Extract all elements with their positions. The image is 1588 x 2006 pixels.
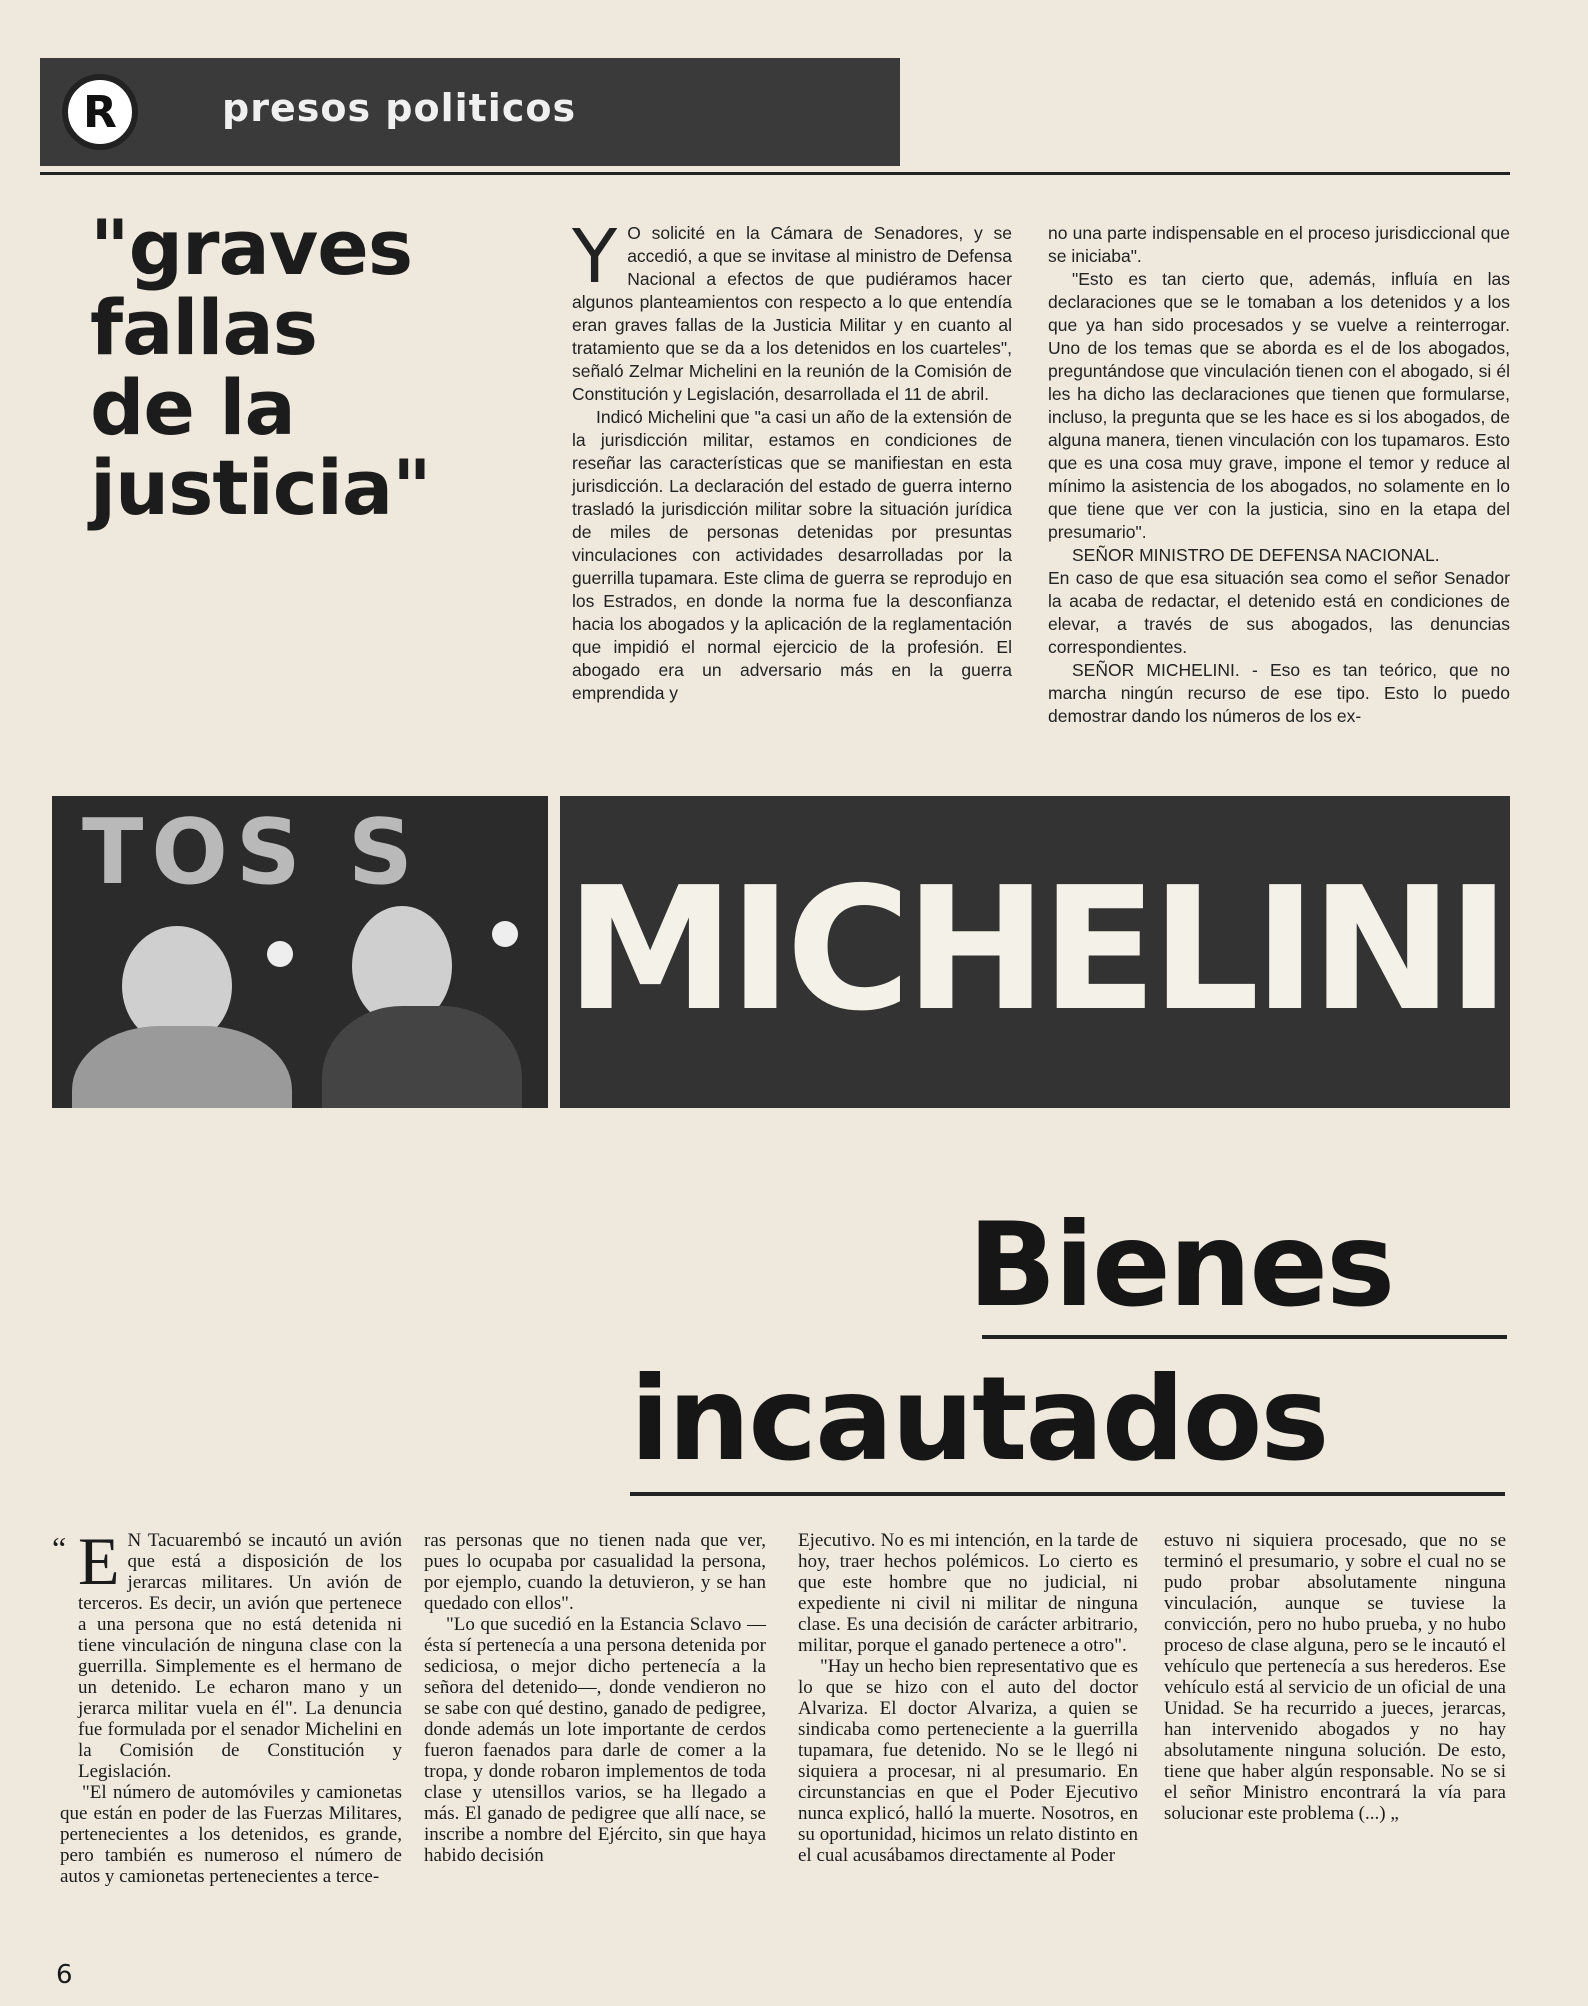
- paragraph: Indicó Michelini que "a casi un año de la extensión de la jurisdicción militar, estamos en condiciones de reseñar las características que se manifiestan en esta jurisdicción. La declaración del estado de guerra interno trasladó la jurisdicción militar sobre la situación jurídica de miles de personas detenidas por presuntas vinculaciones con actividades desarrolladas por la guerrilla tupamara. Este clima de guerra se reprodujo en los Estrados, en donde la norma fue la desconfianza hacia los abogados y la aplicación de la reglamentación que impidió el normal ejercicio de la profesión. El abogado era un adversario más en la guerra emprendida y: [572, 407, 1012, 703]
- drop-cap: Y: [572, 214, 618, 300]
- paragraph: "Hay un hecho bien representativo que es lo que se hizo con el auto del doctor Alvariza. El doctor Alvariza, a quien se sindicaba como perteneciente a la guerrilla tupamara, fue detenido. No se le llegó ni siquiera a procesar, ni al presumario. En circunstancias en que el Poder Ejecutivo nunca explicó, halló la muerte. Nosotros, en su oportunidad, hicimos un relato distinto en el cual acusábamos directamente al Poder: [798, 1656, 1138, 1866]
- paragraph: "El número de automóviles y camionetas que están en poder de las Fuerzas Militares, pertenecientes a los detenidos, es grande, pero también es numeroso el número de autos y camionetas pertenecientes a terce-: [60, 1782, 402, 1887]
- paragraph-text: N Tacuarembó se incautó un avión que está a disposición de los jerarcas militares. Un avión de terceros. Es decir, un avión que pertenece a una persona que no está detenida ni tiene vinculación de ninguna clase con la guerrilla. Simplemente es el hermano de un detenido. Le echaron mano y un jerarca militar vuela en él". La denuncia fue formulada por el senador Michelini en la Comisión de Constitución y Legislación.: [78, 1530, 402, 1782]
- paragraph: "Lo que sucedió en la Estancia Sclavo —ésta sí pertenecía a una persona detenida por sediciosa, o mejor dicho pertenecía a la señora del detenido—, donde vendieron no se sabe con qué destino, ganado de pedigree, donde además un lote importante de cerdos fueron faenados para darle de comer a la tropa, y donde robaron implementos de toda clase y utensillos varios, se ha llegado a más. El ganado de pedigree que allí nace, se inscribe a nombre del Ejército, sin que haya habido decisión: [424, 1614, 766, 1866]
- article2-headline-line2: incautados: [630, 1352, 1328, 1487]
- paragraph: no una parte indispensable en el proceso jurisdiccional que se iniciaba".: [1048, 223, 1510, 266]
- paragraph: [572, 214, 1012, 406]
- headline-line: de la: [90, 363, 295, 452]
- headline-rule: [982, 1335, 1507, 1339]
- top-rule: [40, 172, 1510, 175]
- article2-column-3: [798, 1530, 1138, 1866]
- paragraph: En caso de que esa situación sea como el señor Senador la acaba de redactar, el detenido está en condiciones de elevar, a través de sus abogados, las denuncias correspondientes.: [1048, 568, 1510, 657]
- article2-headline-line1: Bienes: [968, 1198, 1394, 1333]
- headline-line: justicia": [90, 443, 431, 532]
- microphone-left-icon: [267, 941, 293, 967]
- paragraph-text: O solicité en la Cámara de Senadores, y se accedió, a que se invitase al ministro de Defensa Nacional a efectos de que pudiéramos hacer algunos planteamientos con respecto a lo que entendía eran graves fallas de la Justicia Militar y en cuanto al tratamiento que se da a los detenidos en los cuarteles", señaló Zelmar Michelini en la reunión de la Comisión de Constitución y Legislación, desarrollada el 11 de abril.: [572, 223, 1012, 404]
- opening-quote: “: [52, 1530, 67, 1566]
- paragraph: estuvo ni siquiera procesado, que no se terminó el presumario, y sobre el cual no se pudo probar absolutamente ninguna vinculación, aunque se tuviese la convicción, pero no hubo prueba, y no hubo proceso de clase alguna, pero se le incautó el vehículo que pertenecía a sus herederos. Ese vehículo está al servicio de un oficial de una Unidad. Se ha recurrido a jueces, jerarcas, han intervenido abogados y no hay absolutamente ninguna solución. De esto, tiene que haber algún responsable. No se si el señor Ministro encontrará la vía para solucionar este problema (...) „: [1164, 1530, 1506, 1824]
- article2-column-1: [60, 1523, 402, 1887]
- page-number: 6: [56, 1960, 73, 1990]
- r-logo-icon: [62, 74, 138, 150]
- photo-background-lettering: TOS S: [82, 800, 421, 905]
- paragraph: Ejecutivo. No es mi intención, en la tarde de hoy, traer hechos polémicos. Lo cierto es que este hombre que no judicial, ni expediente ni civil ni militar de ninguna clase. Es una decisión de carácter arbitrario, militar, porque el ganado pertenece a otro".: [798, 1530, 1138, 1656]
- article1-column-1: [572, 214, 1012, 705]
- paragraph: SEÑOR MICHELINI. - Eso es tan teórico, que no marcha ningún recurso de ese tipo. Esto lo puedo demostrar dando los números de los ex-: [1048, 660, 1510, 726]
- banner-name: MICHELINI: [565, 851, 1505, 1049]
- speaker-line: SEÑOR MINISTRO DE DEFENSA NACIONAL.: [1072, 545, 1440, 565]
- article1-column-2: [1048, 222, 1510, 728]
- paragraph: [60, 1523, 402, 1782]
- logo-letter: R: [83, 86, 117, 138]
- microphone-right-icon: [492, 921, 518, 947]
- article1-headline: [90, 203, 530, 532]
- speaker-body-left: [72, 1026, 292, 1108]
- michelini-photo: [52, 796, 548, 1108]
- drop-cap: E: [78, 1523, 120, 1599]
- article2-column-4: [1164, 1530, 1506, 1824]
- headline-line: fallas: [90, 283, 317, 372]
- paragraph: "Esto es tan cierto que, además, influía en las declaraciones que se le tomaban a los detenidos y a los que ya han sido procesados y se vuelve a reinterrogar. Uno de los temas que se aborda es el de los abogados, preguntándose que vinculación tienen con el abogado, si él les ha dicho las declaraciones que tienen que formularse, incluso, la pregunta que se les hace es si los abogados, de alguna manera, tienen vinculación con los tupamaros. Esto que es una cosa muy grave, impone el temor y reduce al mínimo la asistencia de los abogados, no solamente en lo que tiene que ver con la justicia, sino en la etapa del presumario".: [1048, 269, 1510, 542]
- headline-line: "graves: [90, 203, 413, 292]
- article2-column-2: [424, 1530, 766, 1866]
- section-label: presos politicos: [222, 86, 577, 130]
- speaker-body-right: [322, 1006, 522, 1108]
- paragraph: ras personas que no tienen nada que ver, pues lo ocupaba por casualidad la persona, por ejemplo, cuando la detuvieron, y se han quedado con ellos".: [424, 1530, 766, 1614]
- headline-rule: [630, 1492, 1505, 1496]
